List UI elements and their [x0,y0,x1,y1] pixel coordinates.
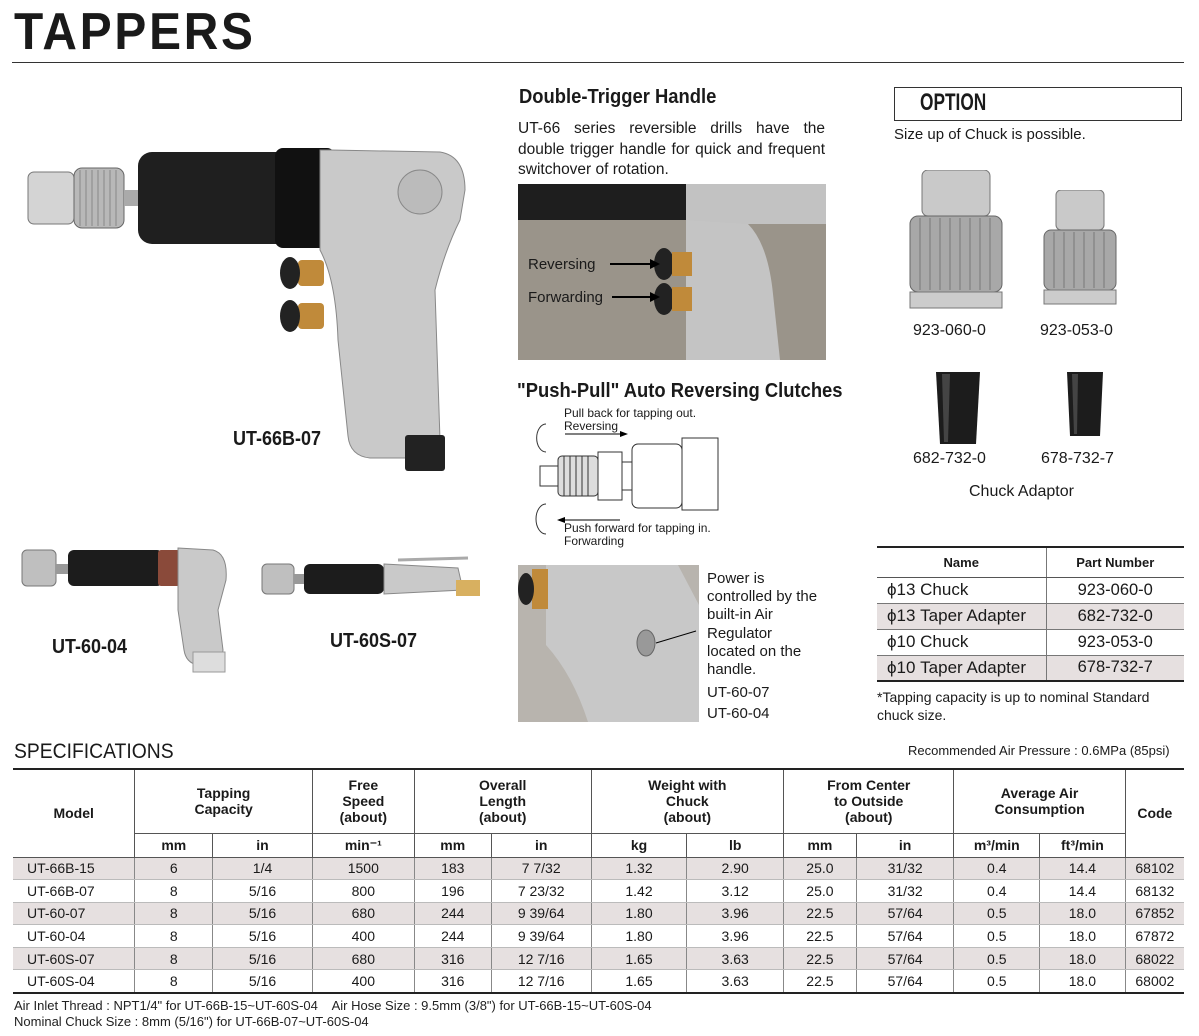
spec-cell: 400 [312,970,414,993]
spec-cell: 0.5 [954,925,1040,948]
spec-cell: 5/16 [213,880,313,903]
header-weight: Weight with Chuck (about) [591,769,783,833]
spec-cell: 1.65 [591,947,687,970]
spec-cell: 67872 [1125,925,1184,948]
table-row [13,880,1184,903]
spec-cell: 244 [414,902,491,925]
spec-cell: 5/16 [213,902,313,925]
part-name: ϕ13 Taper Adapter [877,603,1046,629]
spec-cell: 57/64 [856,902,954,925]
spec-cell: 800 [312,880,414,903]
option-subtitle: Size up of Chuck is possible. [894,126,1086,143]
double-trigger-heading: Double-Trigger Handle [519,86,717,108]
spec-cell: 68132 [1125,880,1184,903]
header-model: Model [13,769,135,857]
spec-cell: 22.5 [784,925,857,948]
page-title: TAPPERS [14,3,256,61]
table-row [13,925,1184,948]
forwarding-label: Forwarding [528,289,604,306]
spec-cell: 68102 [1125,857,1184,880]
spec-cell: 1500 [312,857,414,880]
parts-header-name: Name [877,547,1046,577]
spec-cell: 8 [135,970,213,993]
pull-back-text: Pull back for tapping out. [564,406,697,420]
part-number: 682-732-0 [1046,603,1184,629]
model-cell: UT-60-07 [13,902,135,925]
spec-cell: 0.5 [954,902,1040,925]
spec-cell: 1.80 [591,925,687,948]
part-name: ϕ10 Chuck [877,629,1046,655]
spec-cell: 57/64 [856,970,954,993]
adaptor-2-part-number: 678-732-7 [1041,450,1114,467]
air-regulator-photo [518,565,699,722]
table-row [13,970,1184,993]
spec-cell: 8 [135,880,213,903]
small-left-product-label: UT-60-04 [52,636,128,658]
spec-cell: 14.4 [1040,880,1126,903]
option-parts-table [877,546,1184,682]
part-name: ϕ13 Chuck [877,577,1046,603]
tapper-ut6004-image [18,540,238,675]
spec-cell: 3.96 [687,902,784,925]
spec-cell: 680 [312,947,414,970]
spec-cell: 680 [312,902,414,925]
spec-cell: 8 [135,947,213,970]
part-name: ϕ10 Taper Adapter [877,655,1046,681]
push-forward-direction: Forwarding [564,534,625,548]
spec-cell: 3.12 [687,880,784,903]
header-free-speed: Free Speed (about) [312,769,414,833]
unit-mm: mm [414,833,491,857]
unit-kg: kg [591,833,687,857]
chuck-2-part-number: 923-053-0 [1040,322,1113,339]
spec-cell: 22.5 [784,902,857,925]
chuck-923-060-0-image [906,170,1006,310]
model-cell: UT-60S-07 [13,947,135,970]
unit-in: in [856,833,954,857]
push-forward-note [564,522,711,548]
spec-cell: 7 23/32 [491,880,591,903]
regulator-model-1: UT-60-07 [707,684,770,701]
chuck-1-part-number: 923-060-0 [913,322,986,339]
double-trigger-description: UT-66 series reversible drills have the double trigger handle for quick and frequent switchover of rotation. [518,120,825,178]
spec-cell: 5/16 [213,947,313,970]
model-cell: UT-60-04 [13,925,135,948]
table-row [877,603,1184,629]
part-number: 923-053-0 [1046,629,1184,655]
spec-cell: 6 [135,857,213,880]
model-cell: UT-66B-15 [13,857,135,880]
header-overall-length: Overall Length (about) [414,769,591,833]
spec-cell: 57/64 [856,925,954,948]
adaptor-678-732-7-image [1064,372,1106,436]
unit-in: in [491,833,591,857]
spec-cell: 5/16 [213,970,313,993]
table-row [877,577,1184,603]
spec-cell: 25.0 [784,880,857,903]
spec-cell: 244 [414,925,491,948]
unit-ft3-min: ft³/min [1040,833,1126,857]
table-row [13,857,1184,880]
spec-cell: 1/4 [213,857,313,880]
unit-in: in [213,833,313,857]
spec-cell: 68002 [1125,970,1184,993]
spec-cell: 1.32 [591,857,687,880]
spec-cell: 12 7/16 [491,947,591,970]
pull-back-direction: Reversing [564,419,619,433]
chuck-923-053-0-image [1040,190,1120,306]
spec-cell: 31/32 [856,857,954,880]
push-pull-diagram [520,418,725,538]
part-number: 678-732-7 [1046,655,1184,681]
specifications-table [13,768,1184,994]
chuck-adaptor-caption: Chuck Adaptor [969,483,1074,500]
table-row [877,655,1184,681]
spec-cell: 316 [414,970,491,993]
spec-cell: 0.4 [954,857,1040,880]
spec-cell: 12 7/16 [491,970,591,993]
note-air-inlet: Air Inlet Thread : NPT1/4" for UT-66B-15~UT-60S-04 Air Hose Size : 9.5mm (3/8") for UT-66B-15~UT-60S-04 [14,998,652,1013]
header-tapping-capacity: Tapping Capacity [135,769,312,833]
spec-cell: 1.80 [591,902,687,925]
spec-cell: 14.4 [1040,857,1126,880]
push-forward-text: Push forward for tapping in. [564,521,711,535]
spec-cell: 9 39/64 [491,902,591,925]
spec-cell: 7 7/32 [491,857,591,880]
spec-cell: 183 [414,857,491,880]
table-row [13,947,1184,970]
spec-cell: 18.0 [1040,925,1126,948]
spec-cell: 67852 [1125,902,1184,925]
model-cell: UT-66B-07 [13,880,135,903]
spec-cell: 2.90 [687,857,784,880]
spec-cell: 18.0 [1040,970,1126,993]
spec-cell: 57/64 [856,947,954,970]
spec-cell: 0.5 [954,947,1040,970]
regulator-model-2: UT-60-04 [707,705,770,722]
spec-cell: 196 [414,880,491,903]
spec-cell: 22.5 [784,947,857,970]
spec-cell: 5/16 [213,925,313,948]
recommended-air-pressure: Recommended Air Pressure : 0.6MPa (85psi) [908,743,1170,758]
table-row [13,902,1184,925]
note-chuck-size: Nominal Chuck Size : 8mm (5/16") for UT-66B-07~UT-60S-04 [14,1014,369,1029]
tapping-capacity-footnote: *Tapping capacity is up to nominal Standard chuck size. [877,689,1150,723]
adaptor-1-part-number: 682-732-0 [913,450,986,467]
spec-cell: 9 39/64 [491,925,591,948]
table-row [877,629,1184,655]
spec-notes [14,998,652,1030]
parts-header-part-number: Part Number [1046,547,1184,577]
title-divider [12,62,1184,63]
unit-mm: mm [135,833,213,857]
spec-cell: 25.0 [784,857,857,880]
regulator-description: Power is controlled by the built-in Air Regulator located on the handle. [707,570,818,679]
spec-cell: 8 [135,925,213,948]
spec-cell: 316 [414,947,491,970]
specifications-heading: SPECIFICATIONS [14,740,174,763]
spec-cell: 22.5 [784,970,857,993]
unit-m3-min: m³/min [954,833,1040,857]
spec-cell: 3.63 [687,947,784,970]
spec-cell: 68022 [1125,947,1184,970]
tapper-ut60s07-image [258,550,488,610]
option-heading: OPTION [920,89,987,116]
model-cell: UT-60S-04 [13,970,135,993]
small-right-product-label: UT-60S-07 [330,630,418,652]
spec-cell: 3.63 [687,970,784,993]
reversing-label: Reversing [528,256,596,273]
spec-cell: 3.96 [687,925,784,948]
spec-cell: 1.65 [591,970,687,993]
push-pull-heading: "Push-Pull" Auto Reversing Clutches [517,380,843,402]
main-product-label: UT-66B-07 [233,428,322,450]
spec-cell: 0.5 [954,970,1040,993]
spec-cell: 18.0 [1040,902,1126,925]
part-number: 923-060-0 [1046,577,1184,603]
adaptor-682-732-0-image [932,372,984,444]
unit-rpm: min⁻¹ [312,833,414,857]
header-code: Code [1125,769,1184,857]
unit-lb: lb [687,833,784,857]
spec-cell: 400 [312,925,414,948]
unit-mm: mm [784,833,857,857]
spec-cell: 1.42 [591,880,687,903]
spec-cell: 8 [135,902,213,925]
spec-cell: 18.0 [1040,947,1126,970]
header-from-center: From Center to Outside (about) [784,769,954,833]
spec-cell: 0.4 [954,880,1040,903]
header-air-consumption: Average Air Consumption [954,769,1125,833]
spec-cell: 31/32 [856,880,954,903]
